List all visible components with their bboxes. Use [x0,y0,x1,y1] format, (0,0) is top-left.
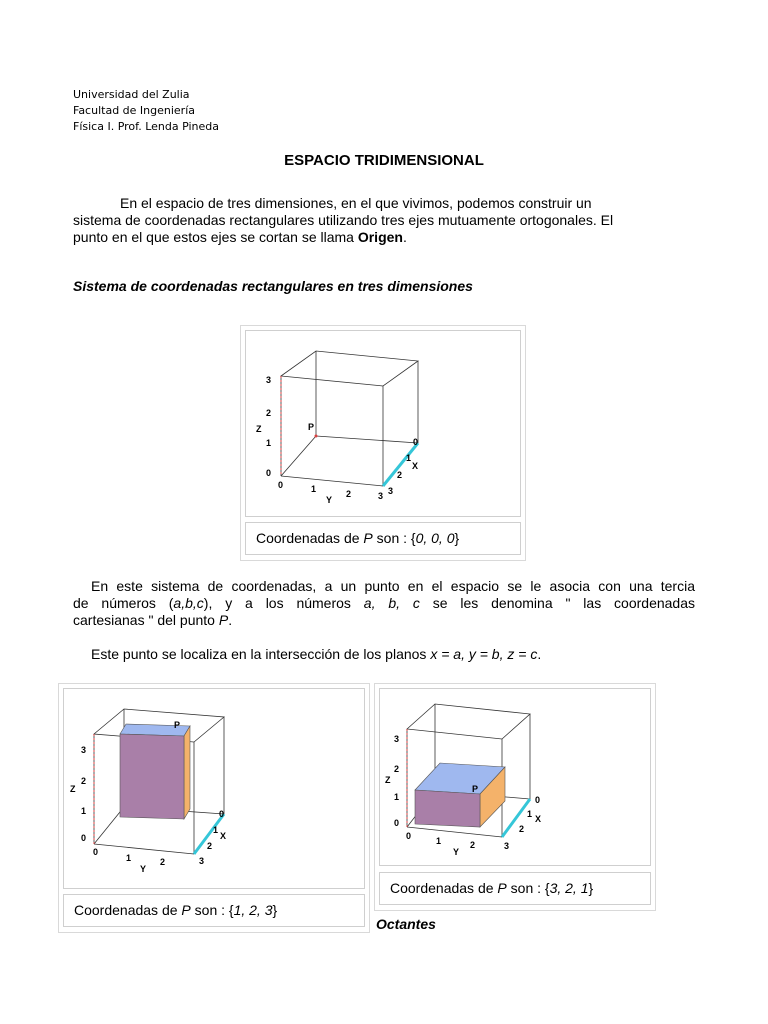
z-tick-3: 3 [266,375,272,385]
z-tick-0: 0 [266,468,272,478]
figure-origin [240,325,526,561]
box-front-face [415,790,480,827]
z-tick-1: 1 [81,806,87,816]
y-tick-2: 2 [470,840,476,850]
para3: Este punto se localiza en la intersección de los planos x = a, y = b, z = c. [91,646,542,662]
x-tick-2: 2 [519,824,525,834]
z-axis-label: Z [256,424,262,434]
x-axis-line [502,799,533,837]
x-tick-2: 2 [397,470,403,480]
para2-line-3: cartesianas " del punto P. [73,612,233,628]
z-tick-0: 0 [394,818,400,828]
x-tick-1: 1 [527,809,533,819]
header-course: Física I. Prof. Lenda Pineda [73,120,220,133]
octantes-heading: Octantes [376,916,436,932]
x-tick-2: 2 [207,841,213,851]
point-p-label: P [472,784,479,794]
z-tick-1: 1 [394,792,400,802]
z-tick-1: 1 [266,438,272,448]
y-tick-3: 3 [504,841,510,851]
y-tick-2: 2 [346,489,352,499]
intro-line-2: sistema de coordenadas rectangulares utilizando tres ejes mutuamente ortogonales. El [73,212,614,228]
figure-origin-plot [245,330,521,517]
y-tick-2: 2 [160,857,166,867]
y-tick-3: 3 [199,856,205,866]
z-axis-label: Z [70,784,76,794]
section-heading: Sistema de coordenadas rectangulares en tres dimensiones [73,278,473,294]
z-tick-0: 0 [81,833,87,843]
figure-point-123-svg [64,689,366,890]
point-p-label: P [308,422,315,432]
x-axis-label: X [535,814,542,824]
x-tick-0: 0 [413,437,419,447]
box-front-face [120,734,184,819]
figure-point-123-plot [63,688,365,889]
y-tick-0: 0 [278,480,284,490]
header-faculty: Facultad de Ingeniería [73,104,195,117]
x-tick-1: 1 [213,825,219,835]
figure-point-123-caption: Coordenadas de P son : {1, 2, 3} [63,894,365,927]
figure-point-321-svg [380,689,652,867]
z-tick-2: 2 [81,776,87,786]
para2-line-1: En este sistema de coordenadas, a un punto en el espacio se le asocia con una tercia [91,578,695,594]
header-university: Universidad del Zulia [73,88,190,101]
figure-point-321-plot [379,688,651,866]
z-tick-2: 2 [266,408,272,418]
para2-line-2: de números (a,b,c), y a los números a, b, c se les denomina " las coordenadas [73,595,695,611]
x-tick-0: 0 [219,809,225,819]
y-tick-3: 3 [378,491,384,501]
figure-point-123 [58,683,370,933]
z-tick-2: 2 [394,764,400,774]
box-side-face [184,726,190,819]
y-tick-0: 0 [406,831,412,841]
figure-point-321-caption: Coordenadas de P son : {3, 2, 1} [379,872,651,905]
y-tick-1: 1 [436,836,442,846]
y-tick-1: 1 [311,484,317,494]
z-axis-label: Z [385,775,391,785]
y-axis-label: Y [326,495,333,505]
origin-term: Origen [357,229,403,245]
y-axis-label: Y [140,864,147,874]
figure-origin-svg [246,331,522,518]
intro-line-3: punto en el que estos ejes se cortan se llama Origen. [73,229,407,245]
z-tick-3: 3 [81,745,87,755]
x-tick-1: 1 [406,453,412,463]
z-tick-3: 3 [394,734,400,744]
y-tick-1: 1 [126,853,132,863]
x-tick-3: 3 [388,486,394,496]
y-axis-label: Y [453,847,460,857]
x-tick-0: 0 [535,795,541,805]
x-axis-label: X [220,831,227,841]
figure-origin-caption: Coordenadas de P son : {0, 0, 0} [245,522,521,555]
intro-line-1: En el espacio de tres dimensiones, en el que vivimos, podemos construir un [120,195,592,211]
x-axis-label: X [412,461,419,471]
y-tick-0: 0 [93,847,99,857]
point-p-marker [315,435,318,438]
page-title: ESPACIO TRIDIMENSIONAL [284,152,484,169]
point-p-label: P [174,720,181,730]
figure-point-321 [374,683,656,911]
